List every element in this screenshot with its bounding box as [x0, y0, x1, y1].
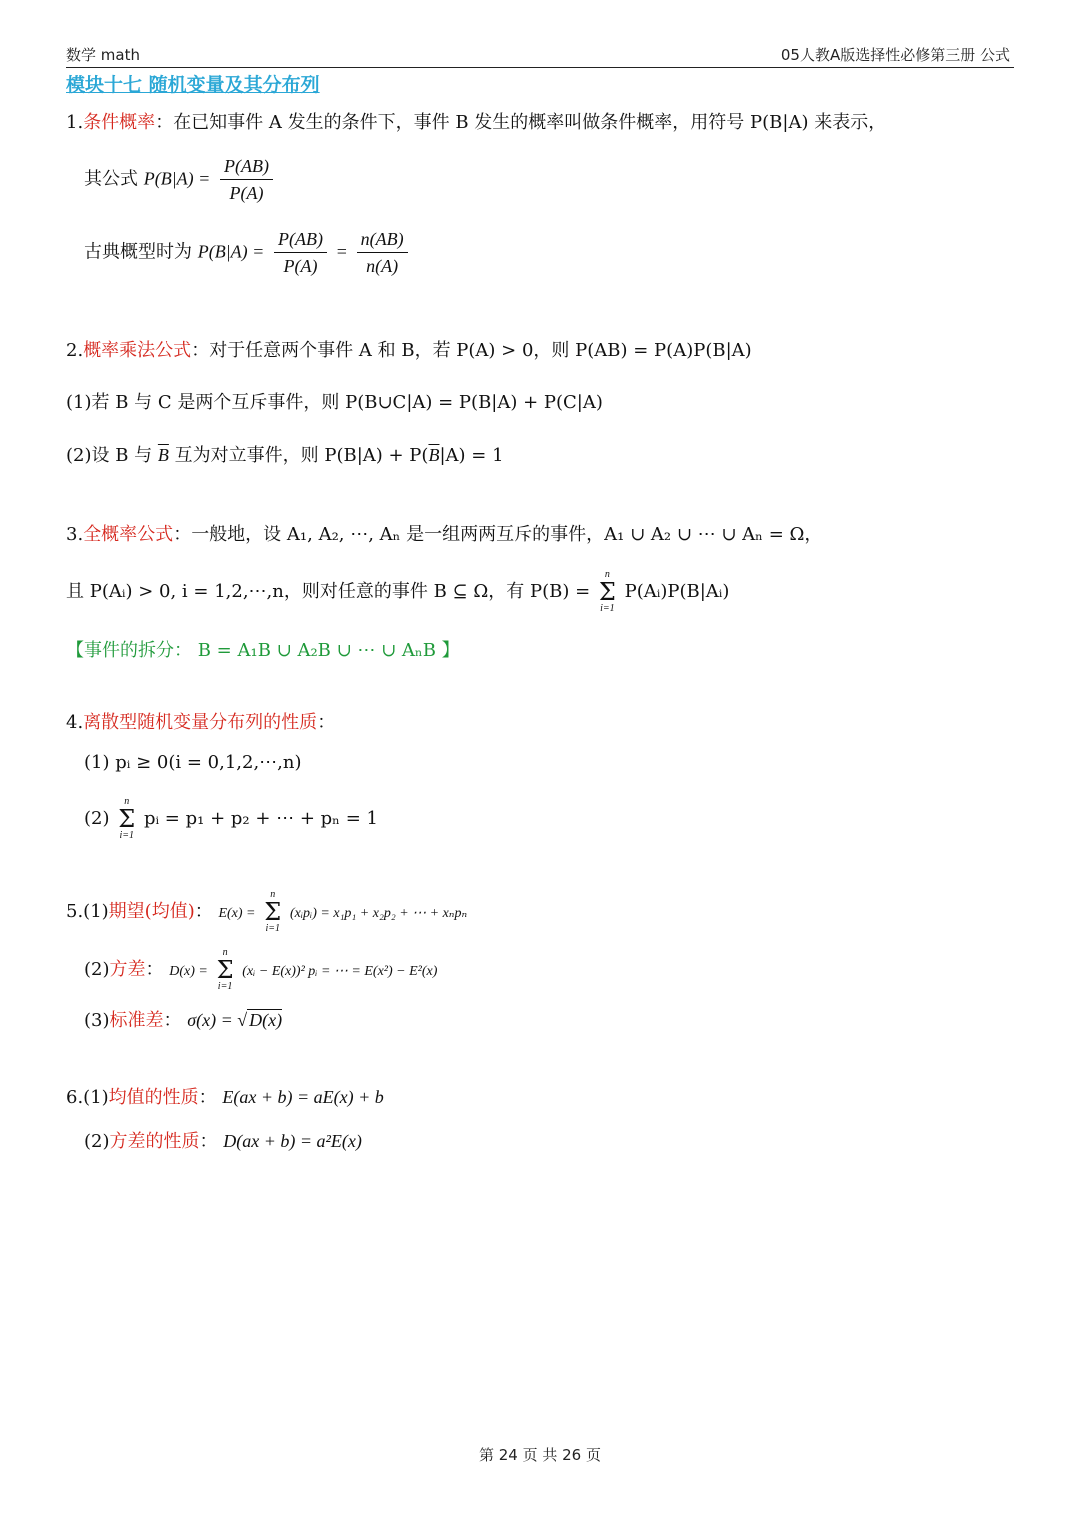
- s1-text: 在已知事件 A 发生的条件下，事件 B 发生的概率叫做条件概率，用符号 P(B|A) 来表示，: [173, 112, 887, 133]
- s6-item1: 6.(1)均值的性质： E(ax + b) = aE(x) + b: [66, 1087, 384, 1108]
- s2-line: 2.概率乘法公式：对于任意两个事件 A 和 B，若 P(A) > 0，则 P(AB) = P(A)P(B|A): [66, 340, 752, 361]
- s1-term: 条件概率: [83, 112, 156, 133]
- summation: n Σ i=1: [118, 796, 136, 841]
- s4-term: 离散型随机变量分布列的性质: [83, 712, 318, 733]
- s3-term: 全概率公式: [83, 524, 174, 545]
- fraction: $\frac{P(AB)}{P(A)}$: [220, 153, 273, 206]
- fraction: $\frac{P(AB)}{P(A)}$: [274, 226, 327, 279]
- s1-line: 1.条件概率：在已知事件 A 发生的条件下，事件 B 发生的概率叫做条件概率，用符号 P(B|A) 来表示，: [66, 112, 887, 133]
- s6-term1: 均值的性质: [108, 1087, 199, 1108]
- page-footer: 第 24 页 共 26 页: [478, 1446, 601, 1464]
- s5-term2: 方差: [109, 959, 146, 980]
- s5-item2: (2)方差： D(x) = n Σ i=1 (xᵢ − E(x))² pᵢ = ⋯ = E(x²) − E²(x): [84, 947, 438, 992]
- section-title: 模块十七 随机变量及其分布列: [66, 74, 320, 96]
- s3-split: 【事件的拆分： B = A₁B ∪ A₂B ∪ ⋯ ∪ AₙB 】: [66, 640, 460, 661]
- header-right: 05人教A版选择性必修第三册 公式: [780, 46, 1010, 64]
- summation: n Σ i=1: [264, 889, 282, 934]
- s3-line1: 3.全概率公式：一般地，设 A₁, A₂, ⋯, Aₙ 是一组两两互斥的事件，A₁ ∪ A₂ ∪ ⋯ ∪ Aₙ = Ω，: [66, 524, 823, 545]
- s5-item1: 5.(1)期望(均值)： E(x) = n Σ i=1 (xᵢpᵢ) = x₁p₁ + x₂p₂ + ⋯ + xₙpₙ: [66, 889, 468, 934]
- summation: n Σ i=1: [598, 569, 616, 614]
- s2-item2: (2)设 B 与 $\overline{B}$ 互为对立事件，则 $P(B|A) + P(\overline{B}|A) = 1$: [66, 445, 504, 466]
- s1-classical: 古典概型时为 P(B|A) = $\frac{P(AB)}{P(A)}$ = $\frac{n(AB)}{n(A)}$: [84, 226, 412, 279]
- s1-formula: 其公式 P(B|A) = $\frac{P(AB)}{P(A)}$: [84, 153, 277, 206]
- fraction: $\frac{n(AB)}{n(A)}$: [357, 226, 408, 279]
- s4-line: 4.离散型随机变量分布列的性质：: [66, 712, 336, 733]
- s3-line2: 且 P(Aᵢ) > 0, i = 1,2,⋯,n，则对任意的事件 B ⊆ Ω，有 P(B) = n Σ i=1 P(Aᵢ)P(B|Aᵢ): [66, 569, 730, 614]
- s2-item1: (1)若 B 与 C 是两个互斥事件，则 P(B∪C|A) = P(B|A) + P(C|A): [66, 392, 603, 413]
- s6-item2: (2)方差的性质： D(ax + b) = a²E(x): [84, 1131, 362, 1152]
- s5-term1: 期望(均值): [108, 901, 195, 922]
- header-left: 数学 math: [66, 46, 140, 64]
- header-rule: [66, 67, 1014, 68]
- s6-term2: 方差的性质: [109, 1131, 200, 1152]
- s5-term3: 标准差: [109, 1010, 164, 1031]
- s2-term: 概率乘法公式: [83, 340, 192, 361]
- summation: n Σ i=1: [216, 947, 234, 992]
- s4-item1: (1) pᵢ ≥ 0(i = 0,1,2,⋯,n): [84, 752, 302, 773]
- s5-item3: (3)标准差： σ(x) = √ D(x): [84, 1010, 283, 1031]
- s4-item2: (2) n Σ i=1 pᵢ = p₁ + p₂ + ⋯ + pₙ = 1: [84, 796, 378, 841]
